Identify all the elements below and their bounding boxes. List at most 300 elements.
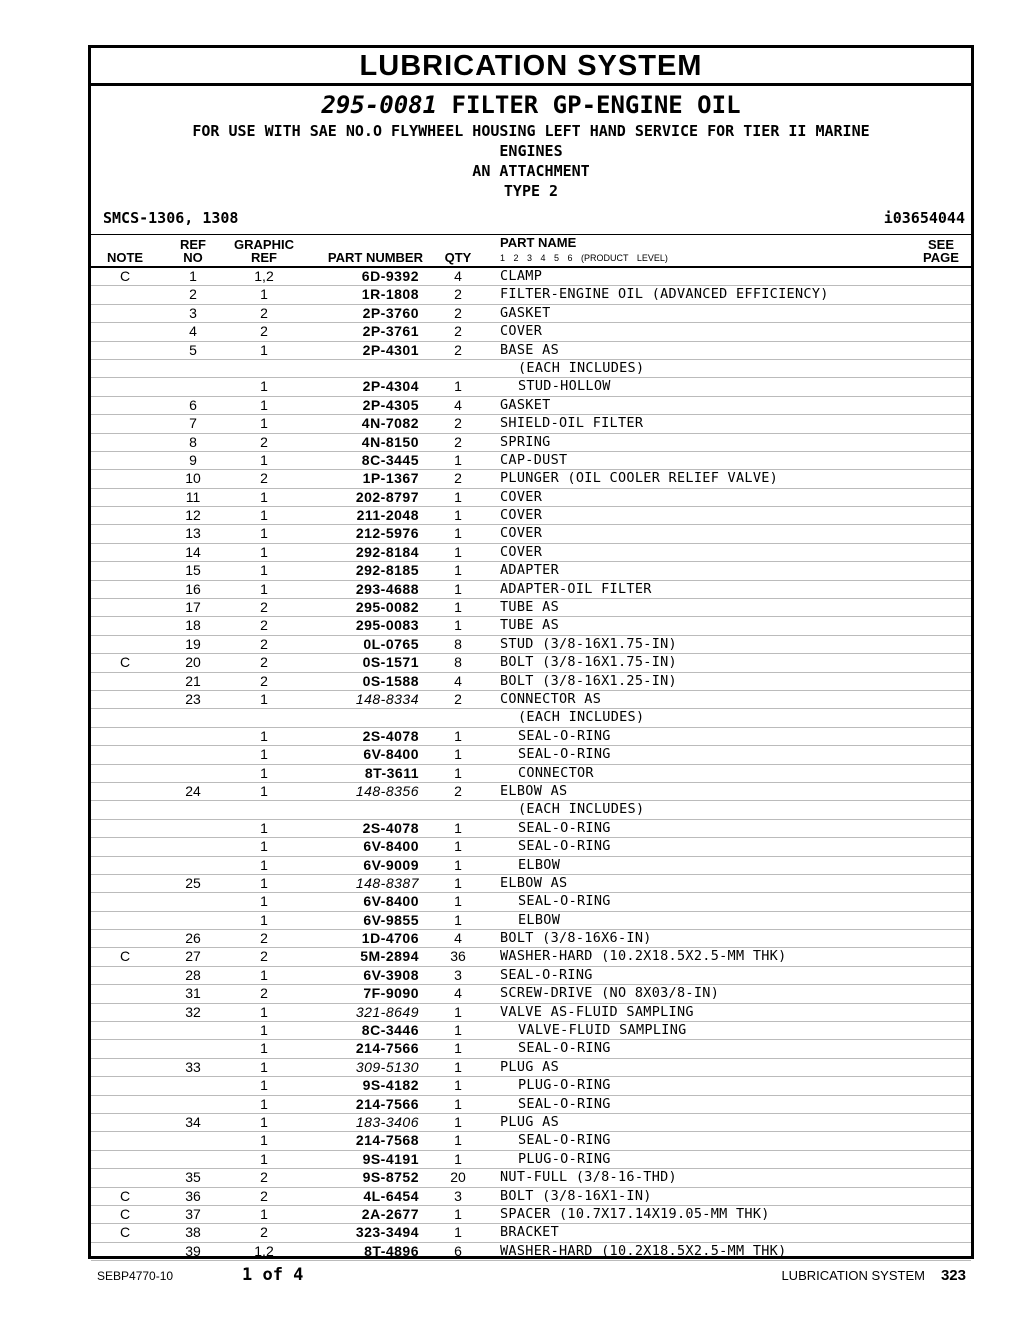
part-number-cell: 4N-7082 [361,415,419,432]
ref-number-cell: 24 [185,782,201,799]
note-cell: C [119,654,131,671]
table-row [91,434,971,452]
table-row [91,820,971,838]
ref-number-cell: 33 [185,1058,201,1075]
part-name-cell: CONNECTOR AS [500,690,602,707]
graphic-ref-cell: 2 [260,470,268,487]
part-name-cell: PLUG AS [500,1058,559,1075]
table-row [91,581,971,599]
part-number-cell: 5M-2894 [360,948,419,965]
table-row [91,323,971,341]
ref-number-cell: 28 [185,966,201,983]
quantity-cell: 8 [454,654,462,671]
col-header-graphic-bottom: REF [251,250,277,265]
part-name-cell: GASKET [500,304,551,321]
illustration-id: i03654044 [883,209,965,227]
part-name-cell: PLUNGER (OIL COOLER RELIEF VALVE) [500,470,779,487]
col-header-graphic [227,238,301,264]
quantity-cell: 1 [454,378,462,395]
ref-number-cell: 4 [189,323,197,340]
group-header [91,89,971,201]
table-row [91,617,971,635]
ref-number-cell: 36 [185,1187,201,1204]
graphic-ref-cell: 1 [260,690,268,707]
part-name-cell: ELBOW [518,911,561,928]
graphic-ref-cell: 1 [260,1022,268,1039]
table-row [91,562,971,580]
part-name-cell: ELBOW AS [500,782,568,799]
ref-number-cell: 23 [185,690,201,707]
graphic-ref-cell: 1 [260,1113,268,1130]
part-number-cell: 8C-3445 [361,451,419,468]
part-name-cell: ADAPTER [500,562,559,579]
quantity-cell: 2 [454,690,462,707]
quantity-cell: 2 [454,415,462,432]
smcs-code: SMCS-1306, 1308 [103,209,239,227]
table-row [91,728,971,746]
table-row [91,783,971,801]
table-row [91,360,971,378]
graphic-ref-cell: 1 [260,893,268,910]
graphic-ref-cell: 1 [260,856,268,873]
ref-number-cell: 3 [189,304,197,321]
graphic-ref-cell: 2 [260,985,268,1002]
table-row [91,305,971,323]
table-row [91,286,971,304]
part-number-cell: 214-7566 [355,1095,419,1112]
part-name-cell: (EACH INCLUDES) [518,359,645,376]
part-number-cell: 6V-8400 [363,893,419,910]
part-number-cell: 1D-4706 [361,930,419,947]
part-name-cell: VALVE AS-FLUID SAMPLING [500,1003,694,1020]
graphic-ref-cell: 1 [260,451,268,468]
ref-number-cell: 16 [185,580,201,597]
part-name-cell: STUD (3/8-16X1.75-IN) [500,635,677,652]
quantity-cell: 1 [454,1077,462,1094]
part-name-cell: COVER [500,507,543,524]
table-row [91,507,971,525]
quantity-cell: 20 [450,1169,466,1186]
graphic-ref-cell: 2 [260,1187,268,1204]
part-number-cell: 9S-4182 [362,1077,419,1094]
part-name-cell: COVER [500,488,543,505]
table-row [91,1206,971,1224]
graphic-ref-cell: 2 [260,1169,268,1186]
part-name-cell: SEAL-O-RING [518,1132,611,1149]
part-number-cell: 292-8184 [355,543,419,560]
quantity-cell: 1 [454,562,462,579]
ref-number-cell: 14 [185,543,201,560]
ref-number-cell: 37 [185,1205,201,1222]
part-name-cell: CAP-DUST [500,451,568,468]
quantity-cell: 4 [454,396,462,413]
table-row [91,893,971,911]
graphic-ref-cell: 1 [260,1077,268,1094]
ref-number-cell: 9 [189,451,197,468]
part-name-cell: SEAL-O-RING [518,746,611,763]
table-row [91,452,971,470]
part-number-cell: 295-0083 [355,617,419,634]
graphic-ref-cell: 1 [260,1003,268,1020]
group-description-line: AN ATTACHMENT [472,162,590,180]
part-number-cell: 148-8356 [355,782,419,799]
page-of-count: 1 of 4 [242,1265,304,1285]
part-name-cell: ELBOW [518,856,561,873]
footer-section [781,1267,966,1284]
quantity-cell: 1 [454,451,462,468]
quantity-cell: 1 [454,599,462,616]
part-number-cell: 4L-6454 [363,1187,419,1204]
ref-number-cell: 34 [185,1113,201,1130]
part-number-cell: 214-7566 [355,1040,419,1057]
graphic-ref-cell: 1 [260,764,268,781]
group-title [91,89,971,121]
part-number-cell: 148-8334 [355,690,419,707]
graphic-ref-cell: 1 [260,966,268,983]
table-row [91,765,971,783]
quantity-cell: 3 [454,966,462,983]
part-number-cell: 212-5976 [355,525,419,542]
ref-number-cell: 21 [185,672,201,689]
table-row [91,838,971,856]
parts-list-frame [88,45,974,1259]
graphic-ref-cell: 1 [260,782,268,799]
quantity-cell: 1 [454,1058,462,1075]
graphic-ref-cell: 1 [260,1205,268,1222]
part-number-cell: 9S-8752 [362,1169,419,1186]
part-number-cell: 2P-4304 [362,378,419,395]
quantity-cell: 2 [454,341,462,358]
part-number-cell: 6V-9855 [363,911,419,928]
quantity-cell: 1 [454,838,462,855]
col-header-graphic-top: GRAPHIC [234,237,294,252]
col-header-ref [159,238,227,264]
graphic-ref-cell: 2 [260,304,268,321]
ref-number-cell: 38 [185,1224,201,1241]
table-row [91,544,971,562]
graphic-ref-cell: 1 [260,819,268,836]
quantity-cell: 8 [454,635,462,652]
quantity-cell: 1 [454,746,462,763]
part-name-cell: BRACKET [500,1224,559,1241]
table-row [91,268,971,286]
table-row [91,1169,971,1187]
col-header-note: NOTE [106,250,144,265]
part-name-cell: SPACER (10.7X17.14X19.05-MM THK) [500,1205,770,1222]
graphic-ref-cell: 1 [260,1040,268,1057]
part-number-cell: 309-5130 [355,1058,419,1075]
quantity-cell: 1 [454,893,462,910]
col-header-part-number: PART NUMBER [327,250,423,265]
part-number-cell: 323-3494 [355,1224,419,1241]
part-name-cell: SCREW-DRIVE (NO 8X03/8-IN) [500,985,720,1002]
part-name-cell: CLAMP [500,268,543,284]
part-number-cell: 0L-0765 [363,635,419,652]
footer-section-name: LUBRICATION SYSTEM [781,1268,925,1283]
part-number-cell: 6V-8400 [363,838,419,855]
part-number-cell: 0S-1588 [362,672,419,689]
table-row [91,875,971,893]
quantity-cell: 4 [454,268,462,284]
part-name-cell: BOLT (3/8-16X1-IN) [500,1187,652,1204]
graphic-ref-cell: 1,2 [254,1242,274,1259]
ref-number-cell: 19 [185,635,201,652]
part-name-cell: SEAL-O-RING [518,727,611,744]
group-description-line: TYPE 2 [503,182,559,200]
table-row [91,1151,971,1169]
quantity-cell: 1 [454,1150,462,1167]
table-row [91,1077,971,1095]
quantity-cell: 4 [454,985,462,1002]
graphic-ref-cell: 1 [260,1150,268,1167]
table-row [91,1224,971,1242]
graphic-ref-cell: 1 [260,1058,268,1075]
part-name-cell: TUBE AS [500,599,559,616]
table-row [91,1114,971,1132]
ref-number-cell: 25 [185,874,201,891]
part-name-cell: TUBE AS [500,617,559,634]
table-row [91,1243,971,1261]
table-row [91,709,971,727]
graphic-ref-cell: 2 [260,1224,268,1241]
graphic-ref-cell: 1 [260,543,268,560]
col-header-part-name: PART NAME [500,235,577,250]
graphic-ref-cell: 1,2 [254,268,274,284]
part-name-cell: COVER [500,543,543,560]
ref-number-cell: 39 [185,1242,201,1259]
quantity-cell: 1 [454,1095,462,1112]
part-number-cell: 1P-1367 [362,470,419,487]
table-row [91,1022,971,1040]
ref-number-cell: 7 [189,415,197,432]
part-number-cell: 292-8185 [355,562,419,579]
graphic-ref-cell: 2 [260,948,268,965]
table-row [91,470,971,488]
part-name-cell: ELBOW AS [500,874,568,891]
ref-number-cell: 27 [185,948,201,965]
part-name-cell: WASHER-HARD (10.2X18.5X2.5-MM THK) [500,1242,787,1259]
part-name-cell: (EACH INCLUDES) [518,801,645,818]
part-number-cell: 8C-3446 [361,1022,419,1039]
group-number: 295-0081 [321,91,438,119]
ref-number-cell: 1 [189,268,197,284]
table-row [91,415,971,433]
table-row [91,1096,971,1114]
ref-number-cell: 20 [185,654,201,671]
part-number-cell: 9S-4191 [362,1150,419,1167]
quantity-cell: 1 [454,874,462,891]
part-name-cell: BASE AS [500,341,559,358]
part-name-cell: NUT-FULL (3/8-16-THD) [500,1169,677,1186]
quantity-cell: 1 [454,617,462,634]
table-row [91,930,971,948]
graphic-ref-cell: 2 [260,672,268,689]
table-row [91,636,971,654]
graphic-ref-cell: 2 [260,635,268,652]
title-bar [91,48,971,86]
document-number: SEBP4770-10 [97,1269,174,1283]
part-number-cell: 2P-4301 [362,341,419,358]
graphic-ref-cell: 1 [260,378,268,395]
part-number-cell: 7F-9090 [363,985,419,1002]
table-row [91,948,971,966]
ref-number-cell: 18 [185,617,201,634]
quantity-cell: 1 [454,764,462,781]
part-name-cell: SEAL-O-RING [518,1095,611,1112]
part-number-cell: 321-8649 [355,1003,419,1020]
part-name-cell: SHIELD-OIL FILTER [500,415,644,432]
graphic-ref-cell: 1 [260,580,268,597]
parts-table-body [91,268,971,1261]
graphic-ref-cell: 2 [260,599,268,616]
quantity-cell: 4 [454,930,462,947]
table-row [91,857,971,875]
quantity-cell: 1 [454,819,462,836]
table-row [91,342,971,360]
table-row [91,654,971,672]
product-level-legend: 1 2 3 4 5 6 (PRODUCT LEVEL) [500,253,668,263]
part-number-cell: 2P-3761 [362,323,419,340]
note-cell: C [119,948,131,965]
table-row [91,912,971,930]
part-name-cell: FILTER-ENGINE OIL (ADVANCED EFFICIENCY) [500,286,829,303]
quantity-cell: 1 [454,507,462,524]
quantity-cell: 36 [450,948,466,965]
graphic-ref-cell: 1 [260,874,268,891]
graphic-ref-cell: 2 [260,433,268,450]
part-name-cell: STUD-HOLLOW [518,378,611,395]
part-number-cell: 211-2048 [356,507,419,524]
table-row [91,489,971,507]
quantity-cell: 1 [454,856,462,873]
part-name-cell: BOLT (3/8-16X1.75-IN) [500,654,677,671]
ref-number-cell: 10 [185,470,201,487]
part-number-cell: 2P-3760 [362,304,419,321]
graphic-ref-cell: 1 [260,415,268,432]
table-row [91,673,971,691]
table-row [91,691,971,709]
col-header-see-top: SEE [927,237,954,252]
part-name-cell: VALVE-FLUID SAMPLING [518,1022,687,1039]
quantity-cell: 1 [454,727,462,744]
ref-number-cell: 32 [185,1003,201,1020]
quantity-cell: 1 [454,525,462,542]
table-row [91,525,971,543]
part-name-cell: BOLT (3/8-16X1.25-IN) [500,672,677,689]
col-header-see-page [913,238,969,264]
table-row [91,801,971,819]
ref-number-cell: 31 [185,985,201,1002]
graphic-ref-cell: 1 [260,727,268,744]
graphic-ref-cell: 1 [260,525,268,542]
ref-number-cell: 11 [185,488,201,505]
note-cell: C [119,1224,131,1241]
part-name-cell: PLUG AS [500,1113,559,1130]
table-row [91,1132,971,1150]
note-cell: C [119,268,131,284]
part-name-cell: COVER [500,525,543,542]
quantity-cell: 1 [454,1132,462,1149]
ref-number-cell: 26 [185,930,201,947]
quantity-cell: 1 [454,488,462,505]
quantity-cell: 2 [454,470,462,487]
quantity-cell: 4 [454,672,462,689]
part-number-cell: 6V-9009 [363,856,419,873]
table-row [91,1059,971,1077]
quantity-cell: 1 [454,1040,462,1057]
part-number-cell: 2S-4078 [362,727,419,744]
quantity-cell: 1 [454,1003,462,1020]
quantity-cell: 3 [454,1187,462,1204]
page-number: 323 [940,1267,966,1284]
quantity-cell: 1 [454,1022,462,1039]
part-number-cell: 6V-8400 [363,746,419,763]
group-name: FILTER GP-ENGINE OIL [451,91,741,119]
graphic-ref-cell: 1 [260,746,268,763]
table-row [91,378,971,396]
quantity-cell: 1 [454,1205,462,1222]
graphic-ref-cell: 1 [260,507,268,524]
ref-number-cell: 13 [185,525,201,542]
graphic-ref-cell: 2 [260,617,268,634]
part-name-cell: PLUG-O-RING [518,1150,611,1167]
part-number-cell: 0S-1571 [362,654,419,671]
table-row [91,1188,971,1206]
part-number-cell: 202-8797 [355,488,419,505]
quantity-cell: 1 [454,580,462,597]
ref-number-cell: 15 [185,562,201,579]
table-row [91,599,971,617]
part-name-cell: SPRING [500,433,551,450]
quantity-cell: 1 [454,1113,462,1130]
note-cell: C [119,1187,131,1204]
part-name-cell: CONNECTOR [518,764,594,781]
part-name-cell: SEAL-O-RING [500,966,593,983]
part-name-cell: GASKET [500,396,551,413]
col-header-ref-bottom: NO [183,250,203,265]
ref-number-cell: 8 [189,433,197,450]
part-number-cell: 1R-1808 [361,286,419,303]
quantity-cell: 1 [454,1224,462,1241]
part-number-cell: 214-7568 [355,1132,419,1149]
part-name-cell: SEAL-O-RING [518,1040,611,1057]
graphic-ref-cell: 1 [260,286,268,303]
part-name-cell: ADAPTER-OIL FILTER [500,580,652,597]
table-row [91,1040,971,1058]
ref-number-cell: 2 [189,286,197,303]
quantity-cell: 2 [454,304,462,321]
quantity-cell: 2 [454,433,462,450]
graphic-ref-cell: 1 [260,341,268,358]
part-number-cell: 2S-4078 [362,819,419,836]
graphic-ref-cell: 2 [260,654,268,671]
quantity-cell: 2 [454,782,462,799]
ref-number-cell: 5 [189,341,197,358]
col-header-qty: QTY [444,250,472,265]
part-number-cell: 8T-3611 [364,764,419,781]
ref-number-cell: 6 [189,396,197,413]
part-name-cell: BOLT (3/8-16X6-IN) [500,930,652,947]
quantity-cell: 6 [454,1242,462,1259]
part-number-cell: 148-8387 [355,874,419,891]
group-description-line: ENGINES [499,142,563,160]
part-name-cell: COVER [500,323,543,340]
table-row [91,985,971,1003]
part-number-cell: 183-3406 [355,1113,419,1130]
graphic-ref-cell: 1 [260,1095,268,1112]
table-row [91,397,971,415]
graphic-ref-cell: 1 [260,562,268,579]
